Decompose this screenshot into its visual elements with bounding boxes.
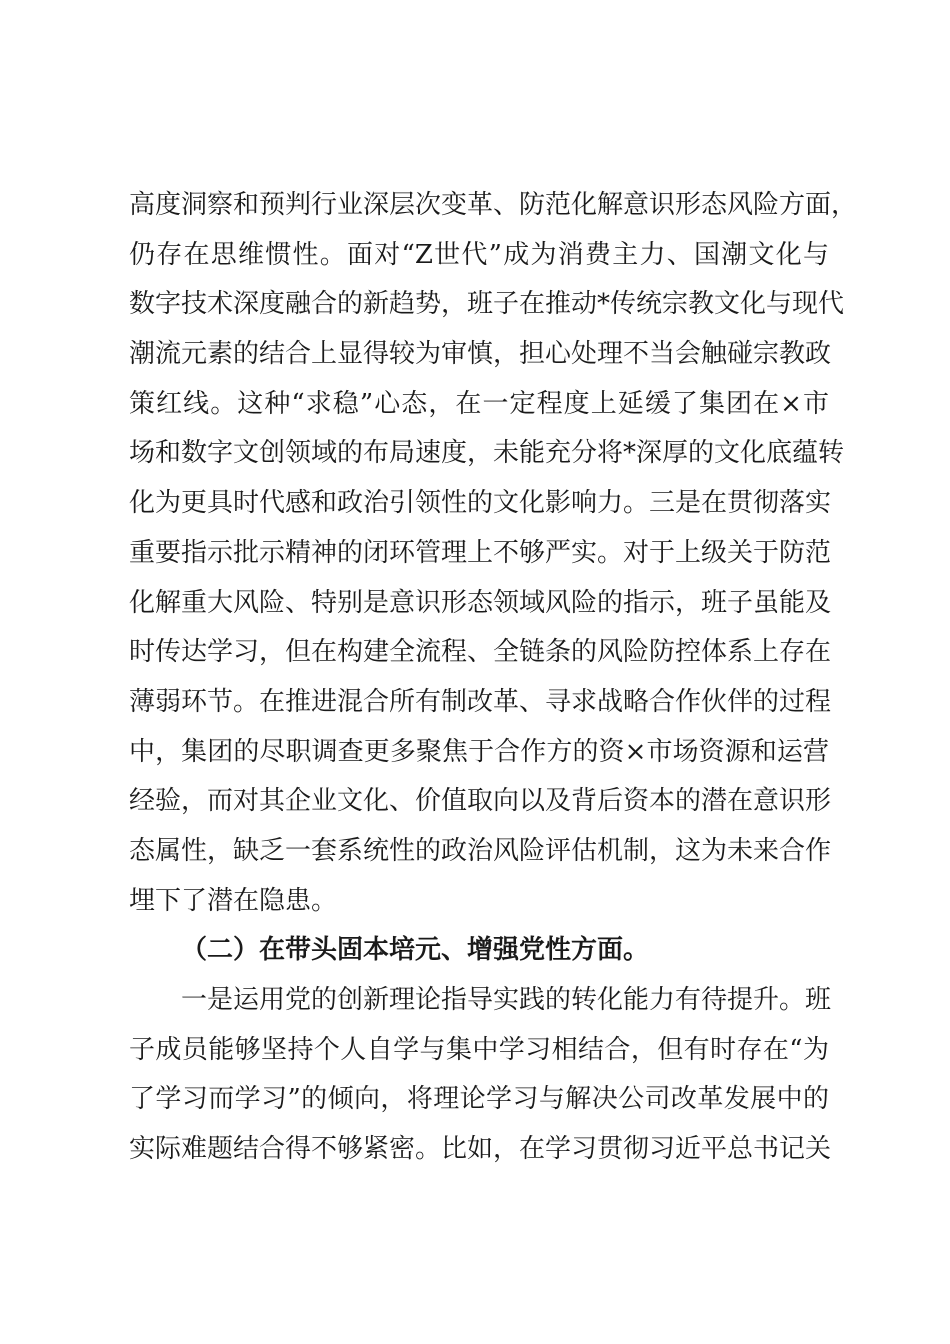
- paragraph-line: 化解重大风险、特别是意识形态领域风险的指示，班子虽能及: [129, 587, 832, 618]
- paragraph-line: 场和数字文创领域的布局速度，未能充分将*深厚的文化底蕴转: [129, 438, 845, 469]
- paragraph-line: 经验，而对其企业文化、价值取向以及背后资本的潜在意识形: [129, 786, 832, 817]
- paragraph-line: 实际难题结合得不够紧密。比如，在学习贯彻习近平总书记关: [129, 1134, 832, 1165]
- paragraph-line: 子成员能够坚持个人自学与集中学习相结合，但有时存在“为: [129, 1034, 829, 1065]
- paragraph-line: 化为更具时代感和政治引领性的文化影响力。三是在贯彻落实: [129, 488, 832, 519]
- paragraph-line: 态属性，缺乏一套系统性的政治风险评估机制，这为未来合作: [129, 835, 832, 866]
- paragraph-line-last: 埋下了潜在隐患。: [129, 885, 338, 916]
- document-body: [129, 181, 858, 1175]
- paragraph-line: 重要指示批示精神的闭环管理上不够严实。对于上级关于防范: [129, 537, 832, 568]
- section-heading: （二）在带头固本培元、增强党性方面。: [181, 935, 650, 966]
- paragraph-line: 高度洞察和预判行业深层次变革、防范化解意识形态风险方面，: [129, 190, 858, 220]
- paragraph-line: 潮流元素的结合上显得较为审慎，担心处理不当会触碰宗教政: [129, 339, 832, 370]
- paragraph-line: 数字技术深度融合的新趋势，班子在推动*传统宗教文化与现代: [129, 289, 845, 320]
- paragraph-line: 仍存在思维惯性。面对“Z世代”成为消费主力、国潮文化与: [129, 239, 829, 270]
- paragraph-line-first: 一是运用党的创新理论指导实践的转化能力有待提升。班: [181, 985, 832, 1015]
- paragraph-line: 策红线。这种“求稳”心态，在一定程度上延缓了集团在×市: [129, 388, 829, 419]
- paragraph-line: 了学习而学习”的倾向，将理论学习与解决公司改革发展中的: [129, 1084, 829, 1115]
- paragraph-line: 时传达学习，但在构建全流程、全链条的风险防控体系上存在: [129, 637, 832, 668]
- paragraph-line: 薄弱环节。在推进混合所有制改革、寻求战略合作伙伴的过程: [129, 686, 832, 717]
- paragraph-line: 中，集团的尽职调查更多聚焦于合作方的资×市场资源和运营: [129, 736, 829, 767]
